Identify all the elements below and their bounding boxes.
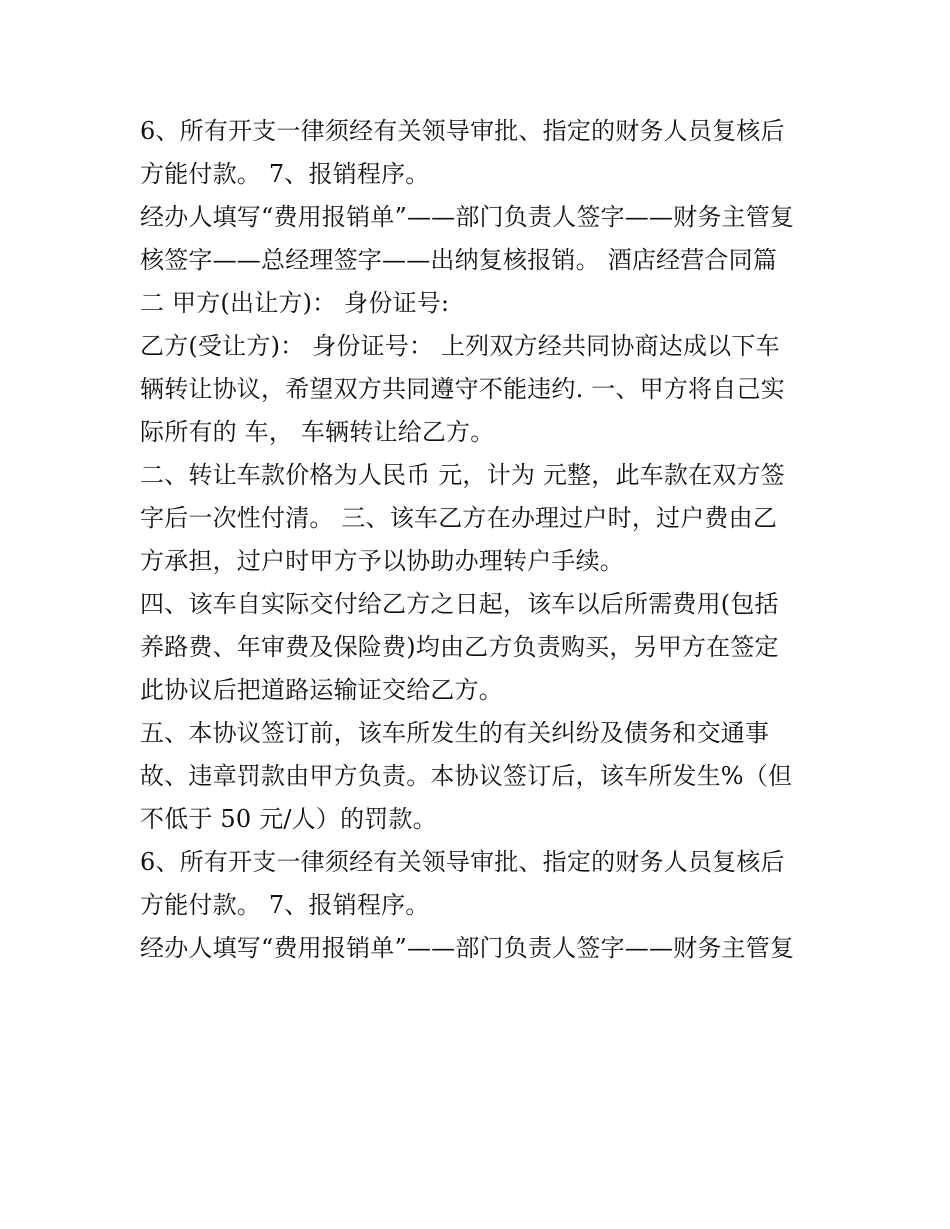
paragraph-reimbursement-flow [140,196,820,325]
text-line: 际所有的 车， 车辆转让给乙方。 [140,418,495,446]
paragraph-party-b [140,325,820,454]
text-line: 五、本协议签订前，该车所发生的有关纠纷及债务和交通事 [140,719,770,747]
text-line: 不低于 50 元/人）的罚款。 [140,805,437,833]
paragraph-clause-5 [140,712,820,841]
paragraph-expense-approval [140,110,820,196]
text-line: 辆转让协议，希望双方共同遵守不能违约. 一、甲方将自己实 [140,375,785,403]
paragraph-reimbursement-flow-repeat [140,927,820,970]
text-line: 方能付款。 7、报销程序。 [140,160,430,188]
text-line: 方承担，过户时甲方予以协助办理转户手续。 [140,547,624,575]
text-line: 6、所有开支一律须经有关领导审批、指定的财务人员复核后 [140,848,785,876]
document-body [140,110,820,970]
paragraph-clause-4 [140,583,820,712]
text-line: 二、转让车款价格为人民币 元，计为 元整，此车款在双方签 [140,461,785,489]
paragraph-expense-approval-repeat [140,841,820,927]
text-line: 四、该车自实际交付给乙方之日起，该车以后所需费用(包括 [140,590,779,618]
text-line: 经办人填写“费用报销单”——部门负责人签字——财务主管复 [140,203,795,231]
text-line: 6、所有开支一律须经有关领导审批、指定的财务人员复核后 [140,117,785,145]
text-line: 故、违章罚款由甲方负责。本协议签订后，该车所发生%（但 [140,762,793,790]
text-line: 核签字——总经理签字——出纳复核报销。 酒店经营合同篇 [140,246,778,274]
text-line: 养路费、年审费及保险费)均由乙方负责购买，另甲方在签定 [140,633,779,661]
text-line: 字后一次性付清。 三、该车乙方在办理过户时，过户费由乙 [140,504,778,532]
text-line: 乙方(受让方)： 身份证号： 上列双方经共同协商达成以下车 [140,332,780,360]
text-line: 方能付款。 7、报销程序。 [140,891,430,919]
text-line: 经办人填写“费用报销单”——部门负责人签字——财务主管复 [140,934,795,962]
paragraph-clause-2 [140,454,820,583]
text-line: 此协议后把道路运输证交给乙方。 [140,676,503,704]
text-line: 二 甲方(出让方)： 身份证号: [140,289,450,317]
